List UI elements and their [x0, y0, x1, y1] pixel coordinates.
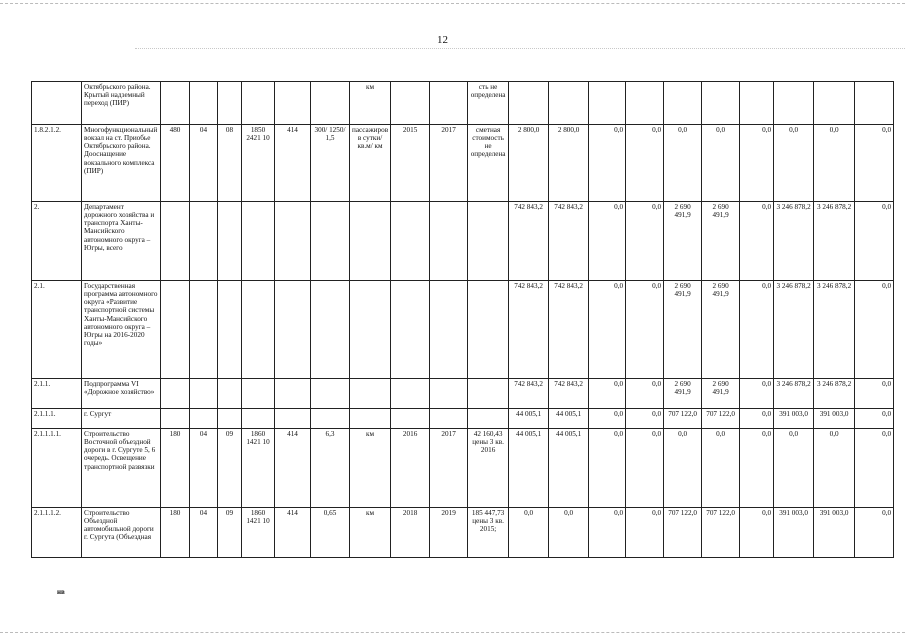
cell: 2 690 491,9	[664, 202, 702, 281]
cell: 0,0	[589, 429, 626, 508]
cell: сметная стоимость не определена	[468, 125, 509, 202]
cell	[311, 379, 350, 409]
cell	[242, 379, 275, 409]
cell: 391 003,0	[774, 409, 814, 429]
cell: 0,0	[589, 409, 626, 429]
cell: 2 690 491,9	[702, 379, 740, 409]
cell	[468, 202, 509, 281]
cell: 742 843,2	[549, 379, 589, 409]
cell: 0,0	[814, 429, 855, 508]
cell: 0,65	[311, 508, 350, 558]
cell	[242, 202, 275, 281]
cell: 742 843,2	[549, 281, 589, 379]
cell	[275, 82, 311, 125]
row-name: Департамент дорожного хозяйства и транспорта Ханты-Мансийского автономного округа – Югры, всего	[82, 202, 161, 281]
cell: км	[350, 82, 391, 125]
cell: 0,0	[626, 125, 664, 202]
cell: 44 005,1	[509, 429, 549, 508]
cell: 2 690 491,9	[702, 281, 740, 379]
row-name: Многофункциональный вокзал на ст. Приобье Октябрьского района. Дооснащение вокзального комплекса (ПИР)	[82, 125, 161, 202]
table-row	[32, 202, 894, 281]
cell	[311, 202, 350, 281]
table-row	[32, 281, 894, 379]
cell	[468, 409, 509, 429]
cell: 0,0	[774, 125, 814, 202]
cell	[350, 379, 391, 409]
page-number: 12	[437, 34, 448, 46]
cell	[161, 82, 190, 125]
cell	[430, 281, 468, 379]
cell: 707 122,0	[702, 409, 740, 429]
cell: 414	[275, 125, 311, 202]
cell: сть не определена	[468, 82, 509, 125]
row-code: 2.	[32, 202, 82, 281]
cell	[350, 202, 391, 281]
cell	[391, 379, 430, 409]
cell: 0,0	[740, 429, 774, 508]
cell: 707 122,0	[664, 409, 702, 429]
cell: 391 003,0	[814, 409, 855, 429]
cell	[350, 281, 391, 379]
cell: 04	[190, 508, 218, 558]
cell: 0,0	[626, 429, 664, 508]
cell: 0,0	[855, 508, 894, 558]
cell	[275, 281, 311, 379]
cell: км	[350, 429, 391, 508]
cell: 2017	[430, 125, 468, 202]
cell: 300/ 1250/ 1,5	[311, 125, 350, 202]
table-row	[32, 429, 894, 508]
cell: 180	[161, 429, 190, 508]
cell	[218, 281, 242, 379]
cell	[275, 379, 311, 409]
cell: 0,0	[626, 379, 664, 409]
cell: 44 005,1	[509, 409, 549, 429]
cell: 0,0	[626, 281, 664, 379]
cell: 180	[161, 508, 190, 558]
footer-mark: нв	[57, 588, 65, 596]
cell: 0,0	[740, 281, 774, 379]
cell	[275, 409, 311, 429]
cell: 04	[190, 429, 218, 508]
scan-edge-top	[0, 3, 905, 4]
cell: 0,0	[740, 379, 774, 409]
cell	[190, 409, 218, 429]
cell: 42 160,43 цены 3 кв. 2016	[468, 429, 509, 508]
table-row	[32, 82, 894, 125]
cell	[391, 82, 430, 125]
cell: 3 246 878,2	[814, 379, 855, 409]
table-row	[32, 379, 894, 409]
cell: 3 246 878,2	[774, 379, 814, 409]
cell: 3 246 878,2	[814, 202, 855, 281]
row-code: 2.1.	[32, 281, 82, 379]
cell: 0,0	[855, 125, 894, 202]
cell: 0,0	[740, 409, 774, 429]
cell: 185 447,73 цены 3 кв. 2015;	[468, 508, 509, 558]
cell	[589, 82, 626, 125]
table-row	[32, 508, 894, 558]
cell	[190, 82, 218, 125]
cell: 0,0	[855, 409, 894, 429]
cell	[190, 281, 218, 379]
cell	[311, 409, 350, 429]
cell: 0,0	[702, 125, 740, 202]
row-name: Государственная программа автономного округа «Развитие транспортной системы Ханты-Мансийского автономного округа – Югры на 2016-2020 годы»	[82, 281, 161, 379]
row-code: 2.1.1.	[32, 379, 82, 409]
row-name: г. Сургут	[82, 409, 161, 429]
cell: 0,0	[814, 125, 855, 202]
cell	[391, 202, 430, 281]
row-name: Строительство Объездной автомобильной дороги г. Сургута (Объездная	[82, 508, 161, 558]
table-row	[32, 409, 894, 429]
cell	[242, 409, 275, 429]
cell: 3 246 878,2	[814, 281, 855, 379]
scan-edge-bottom	[0, 632, 905, 633]
cell: 0,0	[589, 202, 626, 281]
cell: 1850 2421 10	[242, 125, 275, 202]
cell: 0,0	[626, 508, 664, 558]
cell	[218, 202, 242, 281]
cell: 44 005,1	[549, 429, 589, 508]
cell: 3 246 878,2	[774, 281, 814, 379]
budget-table	[31, 81, 894, 558]
cell	[814, 82, 855, 125]
cell: 0,0	[509, 508, 549, 558]
cell	[664, 82, 702, 125]
cell	[430, 379, 468, 409]
cell: 414	[275, 429, 311, 508]
cell	[430, 409, 468, 429]
cell: 0,0	[855, 429, 894, 508]
cell: 0,0	[664, 125, 702, 202]
row-code: 2.1.1.1.	[32, 409, 82, 429]
cell: 3 246 878,2	[774, 202, 814, 281]
cell: 0,0	[626, 409, 664, 429]
cell	[549, 82, 589, 125]
cell	[190, 379, 218, 409]
cell	[430, 82, 468, 125]
cell	[702, 82, 740, 125]
cell: 480	[161, 125, 190, 202]
cell	[161, 281, 190, 379]
cell: 2017	[430, 429, 468, 508]
cell: 2 690 491,9	[702, 202, 740, 281]
cell: 0,0	[589, 125, 626, 202]
cell: 742 843,2	[509, 202, 549, 281]
cell: 391 003,0	[814, 508, 855, 558]
cell	[218, 409, 242, 429]
cell	[161, 409, 190, 429]
cell: 0,0	[740, 125, 774, 202]
cell: 08	[218, 125, 242, 202]
cell	[391, 281, 430, 379]
row-code: 2.1.1.1.2.	[32, 508, 82, 558]
cell	[242, 82, 275, 125]
cell: 09	[218, 508, 242, 558]
cell	[626, 82, 664, 125]
cell: 414	[275, 508, 311, 558]
cell	[218, 379, 242, 409]
cell	[190, 202, 218, 281]
cell: 742 843,2	[549, 202, 589, 281]
cell: 6,3	[311, 429, 350, 508]
cell: 0,0	[549, 508, 589, 558]
cell: 0,0	[855, 281, 894, 379]
cell: 2 800,0	[509, 125, 549, 202]
cell	[468, 379, 509, 409]
cell: 2 800,0	[549, 125, 589, 202]
cell	[311, 82, 350, 125]
cell: 2 690 491,9	[664, 379, 702, 409]
cell: 0,0	[589, 379, 626, 409]
cell: 742 843,2	[509, 281, 549, 379]
cell: 0,0	[774, 429, 814, 508]
cell: 0,0	[740, 508, 774, 558]
cell: 1860 1421 10	[242, 508, 275, 558]
cell: 2015	[391, 125, 430, 202]
cell: 1860 1421 10	[242, 429, 275, 508]
cell	[509, 82, 549, 125]
cell: пассажиров в сутки/ кв.м/ км	[350, 125, 391, 202]
cell	[430, 202, 468, 281]
cell: 0,0	[626, 202, 664, 281]
row-name: Подпрограмма VI «Дорожное хозяйство»	[82, 379, 161, 409]
scan-artifact-line	[135, 48, 905, 49]
cell	[311, 281, 350, 379]
row-code	[32, 82, 82, 125]
cell: 0,0	[589, 281, 626, 379]
cell: 2018	[391, 508, 430, 558]
table-row	[32, 125, 894, 202]
cell: 0,0	[664, 429, 702, 508]
row-name: Октябрьского района. Крытый надземный переход (ПИР)	[82, 82, 161, 125]
cell	[242, 281, 275, 379]
cell	[218, 82, 242, 125]
cell: 391 003,0	[774, 508, 814, 558]
cell: 0,0	[855, 202, 894, 281]
cell: 0,0	[702, 429, 740, 508]
row-code: 2.1.1.1.1.	[32, 429, 82, 508]
cell: 09	[218, 429, 242, 508]
cell	[740, 82, 774, 125]
cell	[774, 82, 814, 125]
cell: 2016	[391, 429, 430, 508]
cell: 2 690 491,9	[664, 281, 702, 379]
row-code: 1.8.2.1.2.	[32, 125, 82, 202]
cell: 0,0	[740, 202, 774, 281]
cell	[391, 409, 430, 429]
cell: 2019	[430, 508, 468, 558]
cell: 04	[190, 125, 218, 202]
cell: 44 005,1	[549, 409, 589, 429]
row-name: Строительство Восточной объездной дороги в г. Сургуте 5, 6 очередь. Освещение транспортной развязки	[82, 429, 161, 508]
cell	[161, 379, 190, 409]
cell	[468, 281, 509, 379]
cell	[855, 82, 894, 125]
cell	[350, 409, 391, 429]
cell: 0,0	[855, 379, 894, 409]
cell: 742 843,2	[509, 379, 549, 409]
cell: км	[350, 508, 391, 558]
cell	[161, 202, 190, 281]
cell: 707 122,0	[702, 508, 740, 558]
cell: 707 122,0	[664, 508, 702, 558]
cell: 0,0	[589, 508, 626, 558]
cell	[275, 202, 311, 281]
